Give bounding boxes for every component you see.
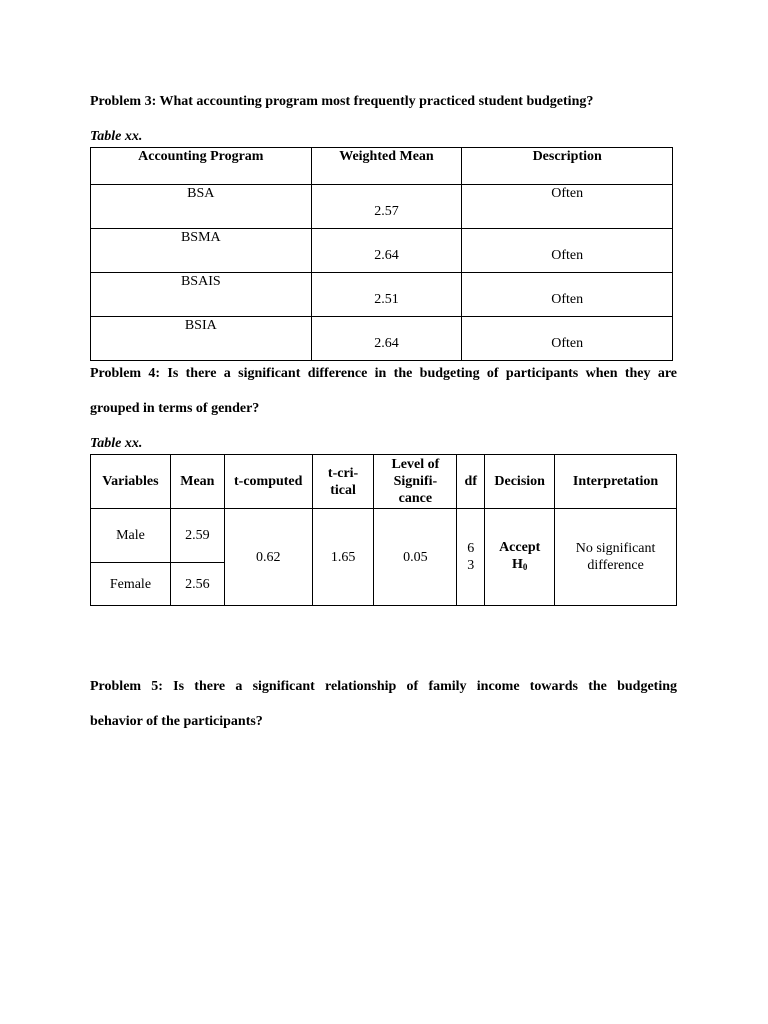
t-computed-cell: 0.62	[224, 509, 312, 606]
table-row	[91, 185, 673, 229]
table-row	[91, 509, 677, 563]
table-2-caption: Table xx.	[90, 436, 143, 451]
header-level-line-1: Level of	[391, 457, 440, 472]
mean-cell: 2.64	[311, 229, 462, 273]
program-cell: BSAIS	[91, 273, 312, 317]
header-level-of-significance	[374, 455, 457, 509]
header-description: Description	[462, 148, 673, 185]
df-cell	[457, 509, 485, 606]
variable-cell: Male	[91, 509, 171, 563]
mean-cell: 2.64	[311, 317, 462, 361]
mean-cell: 2.56	[170, 563, 224, 606]
header-t-critical-line-1: t-cri-	[327, 465, 359, 481]
interpretation-line-1: No significant	[575, 541, 656, 556]
decision-line-1: Accept	[499, 539, 541, 555]
decision-subscript: 0	[522, 561, 528, 572]
header-decision: Decision	[485, 455, 555, 509]
mean-cell: 2.59	[170, 509, 224, 563]
header-interpretation: Interpretation	[555, 455, 677, 509]
description-cell: Often	[462, 185, 673, 229]
problem-5-line-2: behavior of the participants?	[90, 714, 263, 729]
table-row	[91, 317, 673, 361]
problem-5-line-1: Problem 5: Is there a significant relationship of family income towards the budgeting	[90, 679, 677, 694]
t-critical-cell: 1.65	[312, 509, 374, 606]
mean-cell: 2.51	[311, 273, 462, 317]
program-cell: BSIA	[91, 317, 312, 361]
header-mean: Mean	[170, 455, 224, 509]
header-t-computed: t-computed	[224, 455, 312, 509]
header-accounting-program: Accounting Program	[91, 148, 312, 185]
header-df: df	[457, 455, 485, 509]
header-t-critical-line-2: tical	[330, 482, 356, 498]
interpretation-line-2: difference	[587, 558, 644, 573]
level-of-significance-cell: 0.05	[374, 509, 457, 606]
problem-3-label: Problem 3: What accounting program most frequently practiced student budgeting?	[90, 94, 594, 109]
description-cell: Often	[462, 273, 673, 317]
problem-4-line-2: grouped in terms of gender?	[90, 401, 260, 416]
mean-cell: 2.57	[311, 185, 462, 229]
decision-line-2: H	[511, 556, 523, 572]
header-t-critical	[312, 455, 374, 509]
df-digit-1: 6	[467, 541, 475, 556]
header-variables: Variables	[91, 455, 171, 509]
program-cell: BSA	[91, 185, 312, 229]
program-cell: BSMA	[91, 229, 312, 273]
table-row	[91, 229, 673, 273]
header-weighted-mean: Weighted Mean	[311, 148, 462, 185]
problem-3-text	[90, 94, 690, 110]
problem-4-line-1: Problem 4: Is there a significant difference in the budgeting of participants when they are	[90, 366, 677, 381]
interpretation-cell	[555, 509, 677, 606]
description-cell: Often	[462, 229, 673, 273]
df-digit-2: 3	[467, 558, 475, 573]
accounting-program-table	[90, 147, 673, 361]
header-level-line-3: cance	[398, 491, 433, 506]
decision-cell	[485, 509, 555, 606]
gender-difference-table	[90, 454, 677, 606]
variable-cell: Female	[91, 563, 171, 606]
table-1-caption: Table xx.	[90, 129, 143, 144]
description-cell: Often	[462, 317, 673, 361]
table-row	[91, 273, 673, 317]
table-header-row	[91, 455, 677, 509]
header-level-line-2: Signifi-	[393, 474, 438, 489]
table-header-row	[91, 148, 673, 185]
